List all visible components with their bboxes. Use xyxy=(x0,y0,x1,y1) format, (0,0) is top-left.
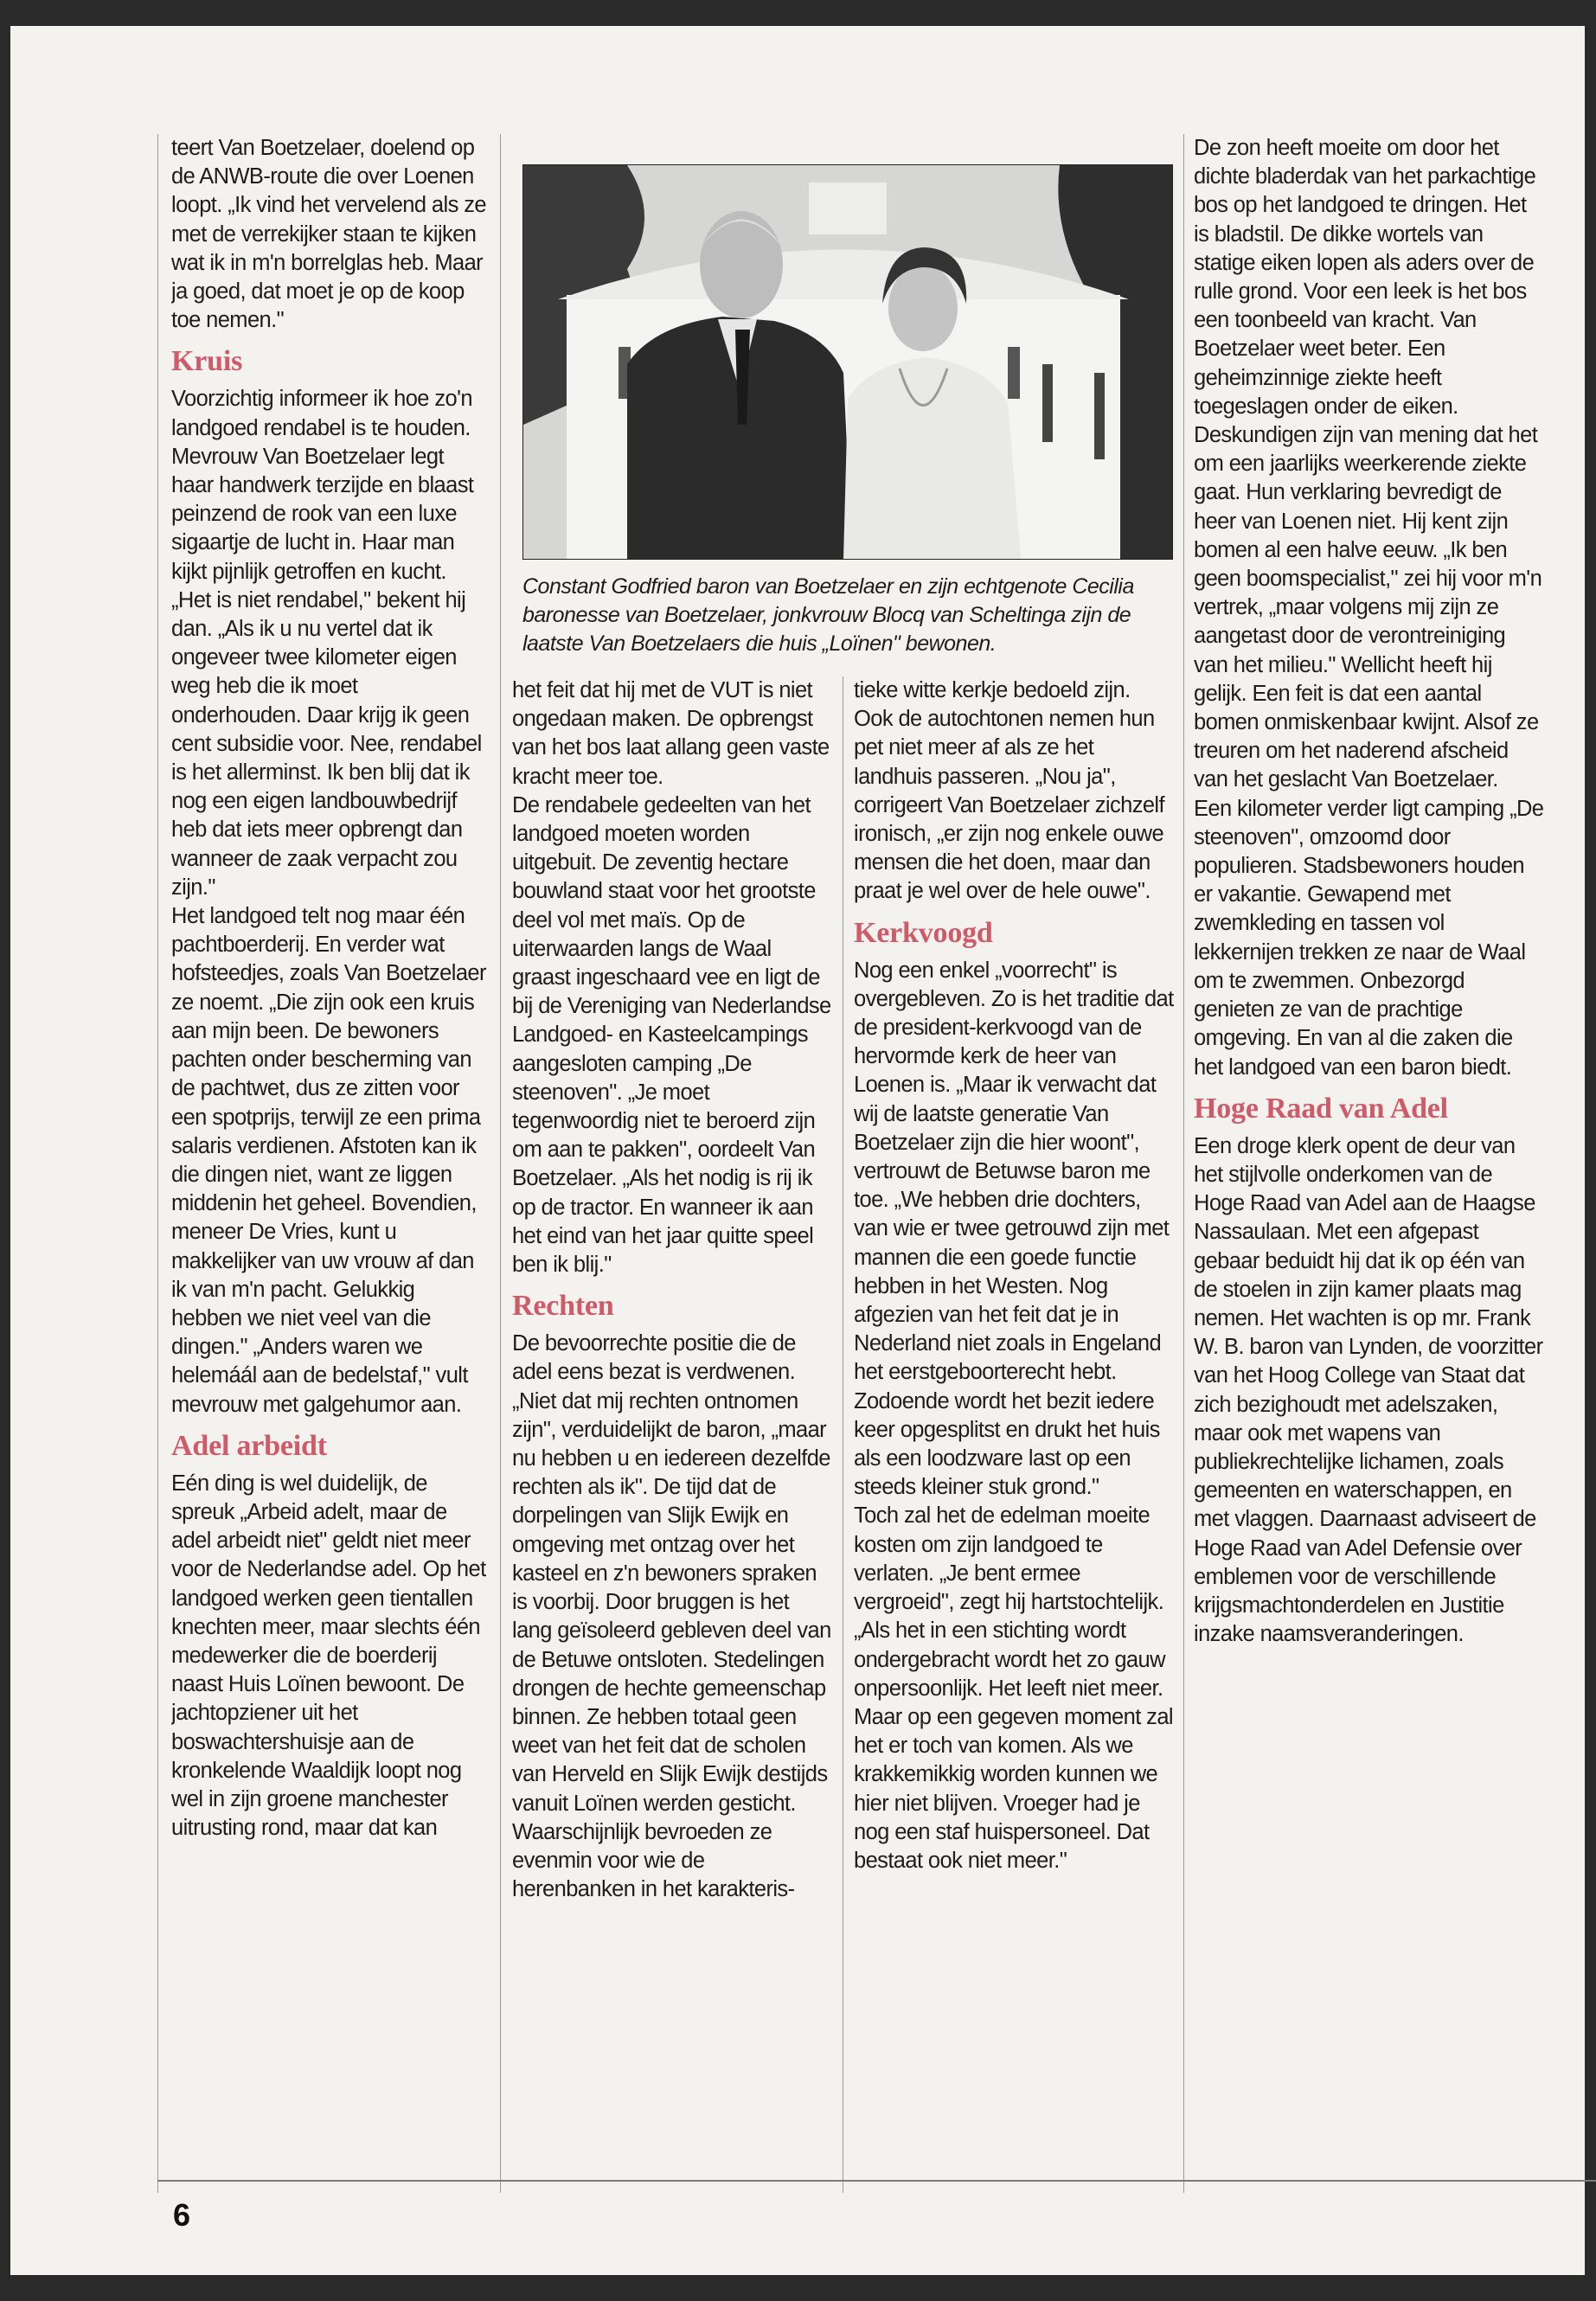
text-column-1 xyxy=(171,134,487,2176)
paragraph: het feit dat hij met de VUT is niet ongedaan maken. De opbrengst van het bos laat allang geen vaste kracht meer toe. xyxy=(512,678,830,789)
text-column-2 xyxy=(512,676,832,2176)
couple-photo xyxy=(522,164,1173,560)
paragraph: Een kilometer verder ligt camping „De steenoven", omzoomd door populieren. Stadsbewoners houden er vakantie. Gewapend met zwemkleding en tassen vol lekkernijen trekken ze naar de Waal om te zwemmen. Onbezorgd genieten ze van de prachtige omgeving. En van al die zaken die het landgoed van een baron biedt. xyxy=(1194,796,1544,1080)
paragraph: Een droge klerk opent de deur van het stijlvolle onderkomen van de Hoge Raad van Adel aan de Haagse Nassaulaan. Met een afgepast gebaar beduidt hij dat ik op één van de stoelen in zijn kamer plaats mag nemen. Het wachten is op mr. Frank W. B. baron van Lynden, de voorzitter van het Hoog College van Staat dat zich bezighoudt met adelszaken, maar ook met wapens van publiekrechtelijke lichamen, zoals gemeenten en waterschappen, en met vlaggen. Daarnaast adviseert de Hoge Raad van Adel Defensie over emblemen voor de verschillende krijgsmachtonderdelen en Justitie inzake naamsveranderingen. xyxy=(1194,1133,1543,1647)
paragraph: tieke witte kerkje bedoeld zijn. xyxy=(854,678,1131,702)
page-number: 6 xyxy=(173,2197,191,2233)
section-heading-kruis: Kruis xyxy=(171,345,243,378)
paragraph: Ook de autochtonen nemen hun pet niet meer af als ze het landhuis passeren. „Nou ja", corrigeert Van Boetzelaer zichzelf ironisch, „er zijn nog enkele ouwe mensen die het doen, maar dan praat je wel over de hele ouwe". xyxy=(854,707,1164,904)
paragraph: De zon heeft moeite om door het dichte bladerdak van het parkachtige bos op het landgoed te dringen. Het is bladstil. De dikke wortels van statige eiken lopen als aders over de rulle grond. Voor een leek is het bos een toonbeeld van kracht. Van Boetzelaer weet beter. Een geheimzinnige ziekte heeft toegeslagen onder de eiken. Deskundigen zijn van mening dat het om een jaarlijks weerkerende ziekte gaat. Hun verklaring bevredigt de heer van Loenen niet. Hij kent zijn bomen al een halve eeuw. „Ik ben geen boomspecialist," zei hij voor m'n vertrek, „maar volgens mij zijn ze aangetast door de verontreiniging van het milieu." Wellicht heeft hij gelijk. Een feit is dat een aantal bomen onmiskenbaar kwijnt. Alsof ze treuren om het naderend afscheid van het geslacht Van Boetzelaer. xyxy=(1194,136,1542,792)
column-rule-3 xyxy=(1183,134,1184,2193)
couple-photo-illustration xyxy=(523,165,1172,559)
paragraph: De bevoorrechte positie die de adel eens bezat is verdwenen. „Niet dat mij rechten ontnomen zijn", verduidelijkt de baron, „maar nu hebben u en iedereen dezelfde rechten als ik". De tijd dat de dorpelingen van Slijk Ewijk en omgeving met ontzag over het kasteel en z'n bewoners spraken is voorbij. Door bruggen is het lang geïsoleerd gebleven deel van de Betuwe ontsloten. Stedelingen drongen de hechte gemeenschap binnen. Ze hebben totaal geen weet van het feit dat de scholen van Herveld en Slijk Ewijk destijds vanuit Loïnen werden gesticht. Waarschijnlijk bevroeden ze evenmin voor wie de herenbanken in het karakteris- xyxy=(512,1331,831,1902)
bottom-rule xyxy=(157,2180,1596,2182)
text-column-4 xyxy=(1194,134,1544,2176)
paragraph: teert Van Boetzelaer, doelend op de ANWB-route die over Loenen loopt. „Ik vind het vervelend als ze met de verrekijker staan te kijken wat ik in m'n borrelglas heb. Maar ja goed, dat moet je op de koop toe nemen." xyxy=(171,136,486,333)
paragraph: Nog een enkel „voorrecht" is overgebleven. Zo is het traditie dat de president-kerkvoogd van de hervormde kerk de heer van Loenen is. „Maar ik verwacht dat wij de laatste generatie Van Boetzelaer zijn die hier woont", vertrouwt de Betuwse baron me toe. „We hebben drie dochters, van wie er twee getrouwd zijn met mannen die een goede functie hebben in het Westen. Nog afgezien van het feit dat je in Nederland niet zoals in Engeland het eerstgeboorterecht hebt. Zodoende wordt het bezit iedere keer opgesplitst en drukt het huis als een loodzware last op een steeds kleiner stuk grond." xyxy=(854,958,1174,1500)
section-heading-rechten: Rechten xyxy=(512,1290,614,1323)
section-heading-kerkvoogd: Kerkvoogd xyxy=(854,916,993,949)
photo-caption: Constant Godfried baron van Boetzelaer en zijn echtgenote Cecilia baronesse van Boetzelaer, jonkvrouw Blocq van Scheltinga zijn de laatste Van Boetzelaers die huis „Loïnen" bewonen. xyxy=(522,574,1134,656)
paragraph: Toch zal het de edelman moeite kosten om zijn landgoed te verlaten. „Je bent ermee vergroeid", zegt hij hartstochtelijk. „Als het in een stichting wordt ondergebracht wordt het zo gauw onpersoonlijk. Het leeft niet meer. Maar op een gegeven moment zal het er toch van komen. Als we krakkemikkig worden kunnen we hier niet blijven. Vroeger had je nog een staf huispersoneel. Dat bestaat ook niet meer." xyxy=(854,1503,1173,1873)
magazine-page xyxy=(10,26,1585,2275)
paragraph: De rendabele gedeelten van het landgoed moeten worden uitgebuit. De zeventig hectare bouwland staat voor het grootste deel vol met maïs. Op de uiterwaarden langs de Waal graast ingeschaard vee en ligt de bij de Vereniging van Nederlandse Landgoed- en Kasteelcampings aangesloten camping „De steenoven". „Je moet tegenwoordig niet te beroerd zijn om aan te pakken", oordeelt Van Boetzelaer. „Als het nodig is rij ik op de tractor. En wanneer ik aan het eind van het jaar quitte speel ben ik blij." xyxy=(512,792,831,1278)
section-heading-hoge-raad-van-adel: Hoge Raad van Adel xyxy=(1194,1092,1448,1125)
text-column-3 xyxy=(854,676,1176,2176)
column-rule-left xyxy=(157,134,158,2193)
paragraph: Voorzichtig informeer ik hoe zo'n landgoed rendabel is te houden. Mevrouw Van Boetzelaer legt haar handwerk terzijde en blaast peinzend de rook van een luxe sigaartje de lucht in. Haar man kijkt pijnlijk getroffen en kucht. „Het is niet rendabel," bekent hij dan. „Als ik u nu vertel dat ik ongeveer twee kilometer eigen weg heb die ik moet onderhouden. Daar krijg ik geen cent subsidie voor. Nee, rendabel is het allerminst. Ik ben blij dat ik nog een eigen landbouwbedrijf heb dat iets meer opbrengt dan wanneer de zaak verpacht zou zijn." xyxy=(171,387,482,900)
paragraph: Eén ding is wel duidelijk, de spreuk „Arbeid adelt, maar de adel arbeidt niet" geldt niet meer voor de Nederlandse adel. Op het landgoed werken geen tientallen knechten meer, maar slechts één medewerker die de boerderij naast Huis Loïnen bewoont. De jachtopziener uit het boswachtershuisje aan de kronkelende Waaldijk loopt nog wel in zijn groene manchester uitrusting rond, maar dat kan xyxy=(171,1471,486,1841)
paragraph: Het landgoed telt nog maar één pachtboerderij. En verder wat hofsteedjes, zoals Van Boetzelaer ze noemt. „Die zijn ook een kruis aan mijn been. De bewoners pachten onder bescherming van de pachtwet, dus ze zitten voor een spotprijs, terwijl ze een prima salaris verdienen. Afstoten kan ik die dingen niet, want ze liggen middenin het geheel. Bovendien, meneer De Vries, kunt u makkelijker van uw vrouw af dan ik van m'n pacht. Gelukkig hebben we niet veel van die dingen." „Anders waren we helemáál aan de bedelstaf," vult mevrouw met galgehumor aan. xyxy=(171,904,486,1417)
column-rule-1 xyxy=(500,134,501,2193)
section-heading-adel-arbeidt: Adel arbeidt xyxy=(171,1429,327,1462)
